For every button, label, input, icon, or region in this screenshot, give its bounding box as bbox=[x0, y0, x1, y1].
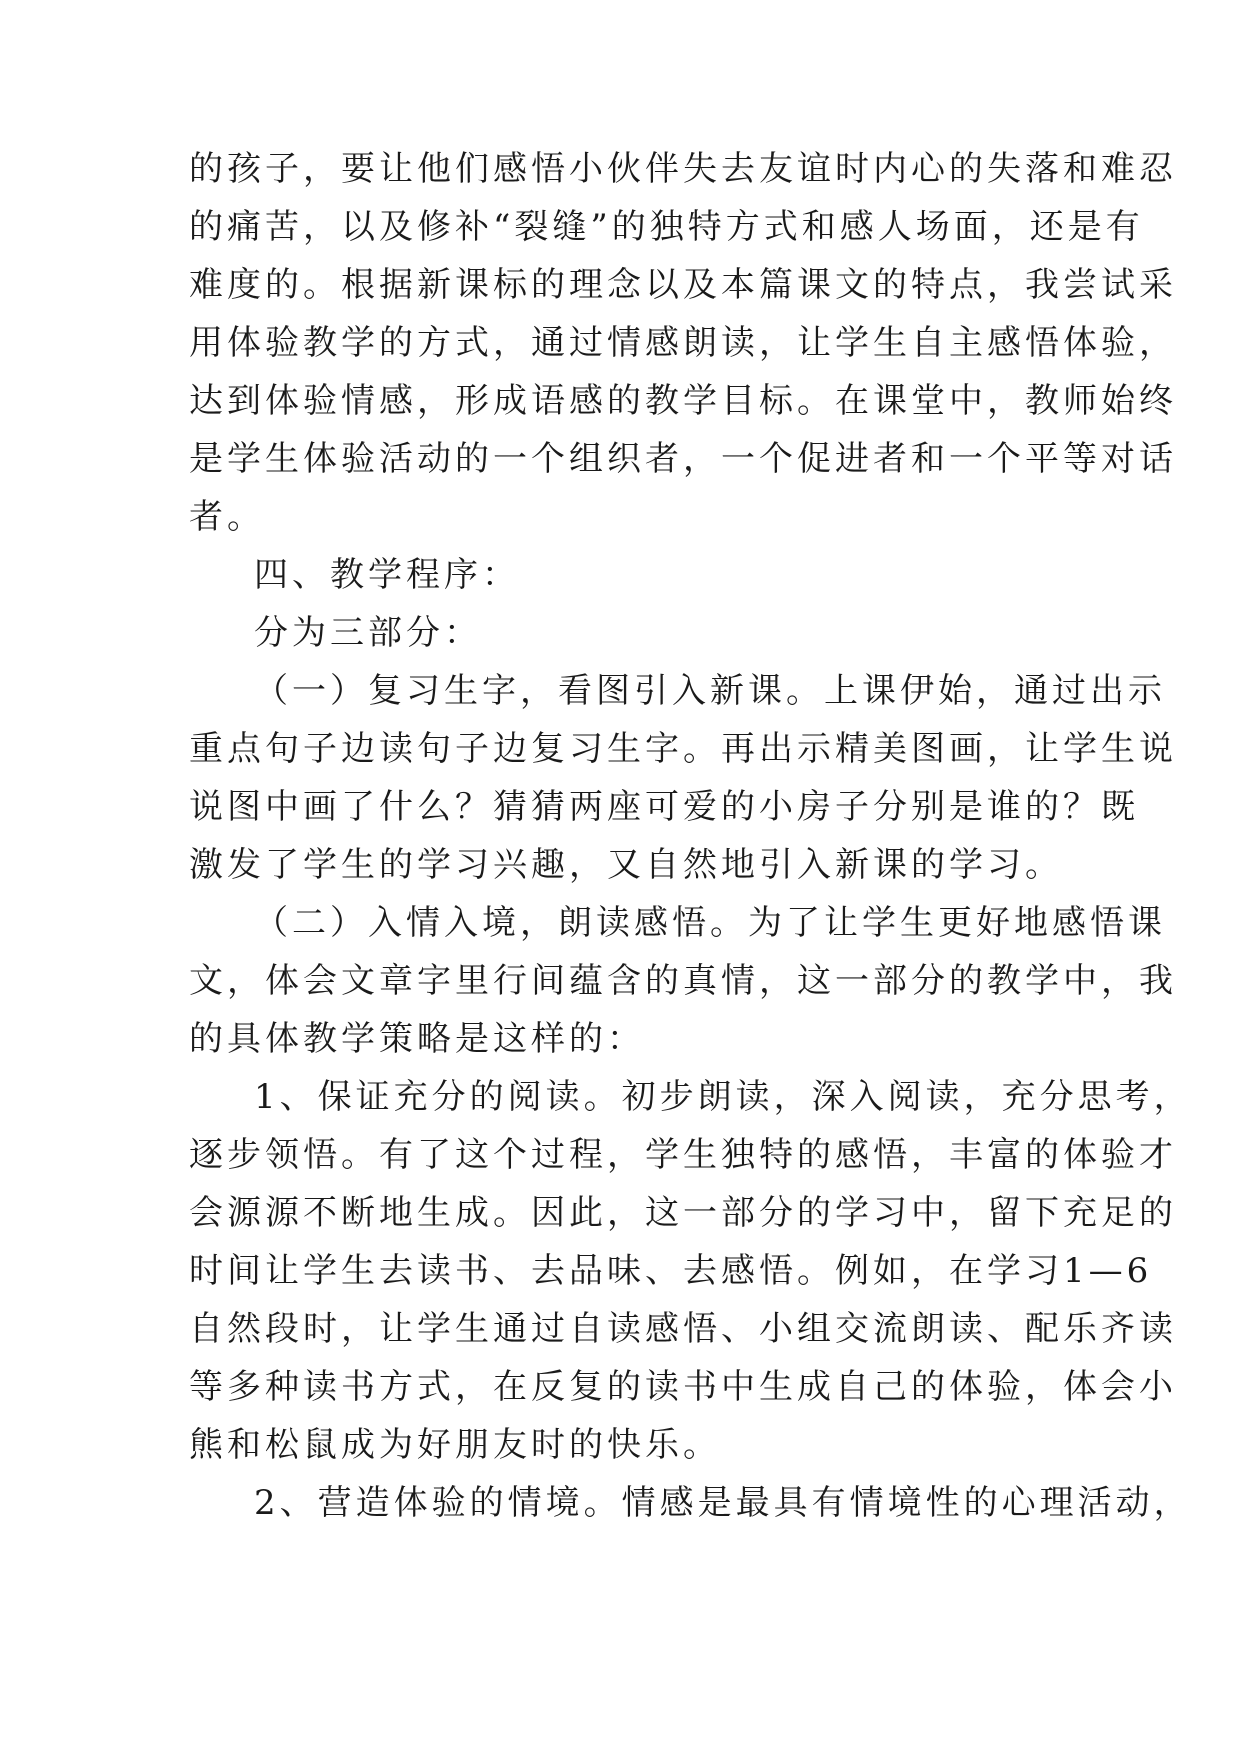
text-line: 是学生体验活动的一个组织者，一个促进者和一个平等对话 bbox=[189, 439, 1177, 479]
numbered-item-line: 1、保证充分的阅读。初步朗读，深入阅读，充分思考， bbox=[254, 1077, 1192, 1117]
text-line: 自然段时，让学生通过自读感悟、小组交流朗读、配乐齐读 bbox=[189, 1309, 1177, 1349]
text-line: 者。 bbox=[189, 497, 265, 537]
numbered-item-line: 2、营造体验的情境。情感是最具有情境性的心理活动， bbox=[254, 1483, 1192, 1523]
text-line: 激发了学生的学习兴趣，又自然地引入新课的学习。 bbox=[189, 845, 1063, 885]
text-line: 的孩子，要让他们感悟小伙伴失去友谊时内心的失落和难忍 bbox=[189, 149, 1177, 189]
text-line: 难度的。根据新课标的理念以及本篇课文的特点，我尝试采 bbox=[189, 265, 1177, 305]
text-line: 重点句子边读句子边复习生字。再出示精美图画，让学生说 bbox=[189, 729, 1177, 769]
subsection-line: （一）复习生字，看图引入新课。上课伊始，通过出示 bbox=[254, 671, 1166, 711]
text-line: 说图中画了什么？猜猜两座可爱的小房子分别是谁的？既 bbox=[189, 787, 1139, 827]
text-line: 分为三部分： bbox=[254, 613, 482, 653]
text-line: 的痛苦，以及修补“裂缝”的独特方式和感人场面，还是有 bbox=[189, 207, 1144, 247]
text-line: 熊和松鼠成为好朋友时的快乐。 bbox=[189, 1425, 721, 1465]
text-line: 用体验教学的方式，通过情感朗读，让学生自主感悟体验， bbox=[189, 323, 1177, 363]
text-line: 等多种读书方式，在反复的读书中生成自己的体验，体会小 bbox=[189, 1367, 1177, 1407]
text-line: 时间让学生去读书、去品味、去感悟。例如，在学习1—6 bbox=[189, 1251, 1153, 1291]
subsection-line: （二）入情入境，朗读感悟。为了让学生更好地感悟课 bbox=[254, 903, 1166, 943]
text-line: 逐步领悟。有了这个过程，学生独特的感悟，丰富的体验才 bbox=[189, 1135, 1177, 1175]
text-line: 会源源不断地生成。因此，这一部分的学习中，留下充足的 bbox=[189, 1193, 1177, 1233]
text-line: 的具体教学策略是这样的： bbox=[189, 1019, 645, 1059]
text-line: 达到体验情感，形成语感的教学目标。在课堂中，教师始终 bbox=[189, 381, 1177, 421]
section-heading: 四、教学程序： bbox=[254, 555, 520, 595]
text-line: 文，体会文章字里行间蕴含的真情，这一部分的教学中，我 bbox=[189, 961, 1177, 1001]
